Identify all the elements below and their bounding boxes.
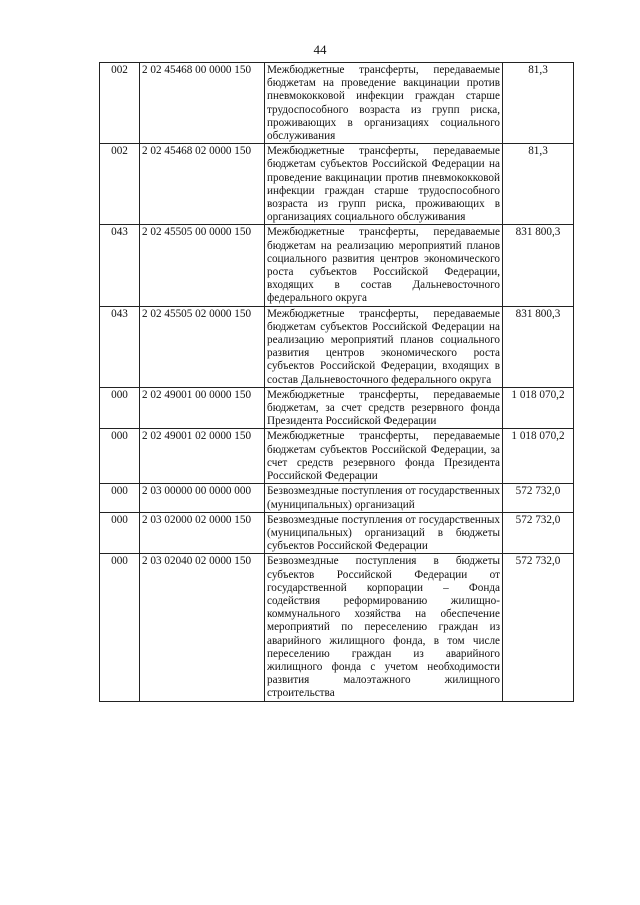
admin-code-cell: 000 [100, 387, 140, 429]
classification-code-cell: 2 02 45468 02 0000 150 [140, 144, 265, 225]
admin-code-cell: 000 [100, 429, 140, 484]
admin-code-cell: 000 [100, 554, 140, 701]
revenue-name-cell: Межбюджетные трансферты, передаваемые бюджетам на реализацию мероприятий планов социального развития центров экономического роста субъектов Российской Федерации, входящих в состав Дальневосточного федерального округа [265, 225, 503, 306]
amount-cell: 1 018 070,2 [503, 387, 574, 429]
table-row [100, 144, 574, 225]
admin-code-cell: 002 [100, 63, 140, 144]
classification-code-cell: 2 03 00000 00 0000 000 [140, 484, 265, 512]
amount-cell: 572 732,0 [503, 512, 574, 554]
table-row [100, 306, 574, 387]
amount-cell: 81,3 [503, 63, 574, 144]
table-row [100, 429, 574, 484]
table-row [100, 484, 574, 512]
classification-code-cell: 2 02 45505 00 0000 150 [140, 225, 265, 306]
amount-cell: 831 800,3 [503, 225, 574, 306]
classification-code-cell: 2 03 02000 02 0000 150 [140, 512, 265, 554]
amount-cell: 831 800,3 [503, 306, 574, 387]
revenue-name-cell: Межбюджетные трансферты, передаваемые бюджетам субъектов Российской Федерации на реализацию мероприятий планов социального развития центров экономического роста субъектов Российской Федерации, входящих в состав Дальневосточного федерального округа [265, 306, 503, 387]
classification-code-cell: 2 02 49001 00 0000 150 [140, 387, 265, 429]
admin-code-cell: 002 [100, 144, 140, 225]
revenue-name-cell: Межбюджетные трансферты, передаваемые бюджетам, за счет средств резервного фонда Президента Российской Федерации [265, 387, 503, 429]
amount-cell: 1 018 070,2 [503, 429, 574, 484]
amount-cell: 572 732,0 [503, 484, 574, 512]
admin-code-cell: 000 [100, 484, 140, 512]
revenue-name-cell: Межбюджетные трансферты, передаваемые бюджетам субъектов Российской Федерации, за счет средств резервного фонда Президента Российской Федерации [265, 429, 503, 484]
amount-cell: 81,3 [503, 144, 574, 225]
admin-code-cell: 000 [100, 512, 140, 554]
table-row [100, 225, 574, 306]
table-row [100, 512, 574, 554]
revenue-name-cell: Безвозмездные поступления от государственных (муниципальных) организаций в бюджеты субъектов Российской Федерации [265, 512, 503, 554]
classification-code-cell: 2 03 02040 02 0000 150 [140, 554, 265, 701]
classification-code-cell: 2 02 49001 02 0000 150 [140, 429, 265, 484]
admin-code-cell: 043 [100, 225, 140, 306]
revenue-table [99, 62, 574, 702]
revenue-name-cell: Безвозмездные поступления в бюджеты субъектов Российской Федерации от государственной корпорации – Фонда содействия реформированию жилищно-коммунального хозяйства на обеспечение мероприятий по переселению граждан из аварийного жилищного фонда, в том числе переселению граждан из аварийного жилищного фонда с учетом необходимости развития малоэтажного жилищного строительства [265, 554, 503, 701]
revenue-name-cell: Межбюджетные трансферты, передаваемые бюджетам на проведение вакцинации против пневмококковой инфекции граждан старше трудоспособного возраста из групп риска, проживающих в организациях социального обслуживания [265, 63, 503, 144]
amount-cell: 572 732,0 [503, 554, 574, 701]
admin-code-cell: 043 [100, 306, 140, 387]
table-row [100, 554, 574, 701]
table-row [100, 387, 574, 429]
revenue-name-cell: Межбюджетные трансферты, передаваемые бюджетам субъектов Российской Федерации на проведение вакцинации против пневмококковой инфекции граждан старше трудоспособного возраста из групп риска, проживающих в организациях социального обслуживания [265, 144, 503, 225]
revenue-name-cell: Безвозмездные поступления от государственных (муниципальных) организаций [265, 484, 503, 512]
table-row [100, 63, 574, 144]
classification-code-cell: 2 02 45468 00 0000 150 [140, 63, 265, 144]
classification-code-cell: 2 02 45505 02 0000 150 [140, 306, 265, 387]
page-number: 44 [313, 42, 327, 57]
